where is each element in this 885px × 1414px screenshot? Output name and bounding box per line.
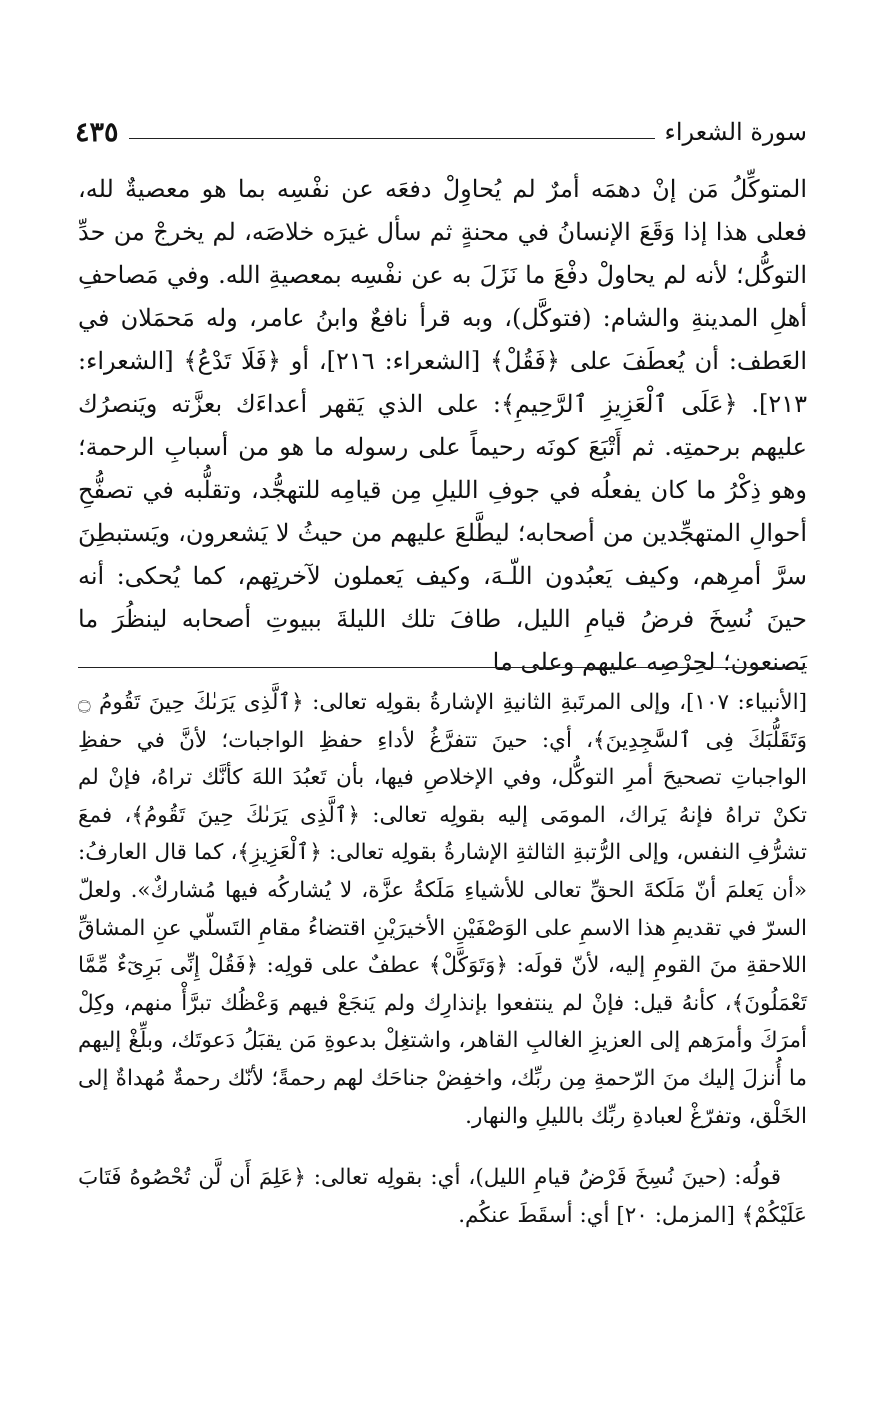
main-paragraph: المتوكِّلُ مَن إنْ دهمَه أمرٌ لم يُحاوِلْ دفعَه عن نفْسِه بما هو معصيةٌ لله، فعلى هذا إذا وَقَعَ الإنسانُ في محنةٍ ثم سأل غيرَه خلاصَه، لم يخرجْ من حدِّ التوكُّل؛ لأنه لم يحاولْ دفْعَ ما نَزَلَ به عن نفْسِه بمعصيةِ الله. وفي مَصاحفِ أهلِ المدينةِ والشام: (فتوكَّل)، وبه قرأ نافعٌ وابنُ عامر، وله مَحمَلان في العَطف: أن يُعطَفَ على ﴿فَقُلْ﴾ [الشعراء: ٢١٦]، أو ﴿فَلَا تَدْعُ﴾ [الشعراء: ٢١٣]. ﴿عَلَى ٱلْعَزِيزِ ٱلرَّحِيمِ﴾: على الذي يَقهر أعداءَك بعزَّته ويَنصرُك عليهم برحمتِه. ثم أَتْبَعَ كونَه رحيماً على رسوله ما هو من أسبابِ الرحمة؛ وهو ذِكْرُ ما كان يفعلُه في جوفِ الليلِ مِن قيامِه للتهجُّد، وتقلُّبه في تصفُّحِ أحوالِ المتهجِّدين من أصحابه؛ ليطَّلعَ عليهم من حيثُ لا يَشعرون، ويَستبطِنَ سرَّ أمرِهم، وكيف يَعبُدون اللّـهَ، وكيف يَعملون لآخرتِهم، كما يُحكى: أنه حينَ نُسِخَ فرضُ قيامِ الليل، طافَ تلك الليلةَ ببيوتِ أصحابه لينظُرَ ما يَصنعون؛ لحِرْصِه عليهم وعلى ما: [78, 175, 808, 676]
page-number: ٤٣٥: [75, 116, 119, 148]
main-text: [78, 168, 807, 684]
surah-title: سورة الشعراء: [664, 118, 807, 146]
commentary-paragraph: [الأنبياء: ١٠٧]، وإلى المرتَبةِ الثانيةِ الإشارةُ بقولِه تعالى: ﴿ٱلَّذِى يَرَىٰكَ حِينَ تَقُومُ ۝ وَتَقَلُّبَكَ فِى ٱلسَّٰجِدِينَ﴾، أي: حينَ تتفرَّغُ لأداءِ حفظِ الواجبات؛ لأنَّ في حفظِ الواجباتِ تصحيحَ أمرِ التوكُّل، وفي الإخلاصِ فيها، بأن تَعبُدَ اللهَ كأنَّك تراهُ، فإنْ لم تكنْ تراهُ فإنهُ يَراك، المومَى إليه بقولِه تعالى: ﴿ٱلَّذِى يَرَىٰكَ حِينَ تَقُومُ﴾، فمعَ تشرُّفِ النفس، وإلى الرُّتبةِ الثالثةِ الإشارةُ بقولِه تعالى: ﴿ٱلْعَزِيزِ﴾، كما قال العارفُ: «أن يَعلمَ أنّ مَلَكةَ الحقِّ تعالى للأشياءِ مَلَكةُ عزَّة، لا يُشاركُه فيها مُشاركٌ». ولعلّ السرّ في تقديمِ هذا الاسمِ على الوَصْفَيْنِ الأخيرَيْنِ اقتضاءُ مقامِ التَسلّي عنِ المشاقِّ اللاحقةِ منَ القومِ إليه، لأنّ قولَه: ﴿وَتَوَكَّلْ﴾ عطفٌ على قولِه: ﴿فَقُلْ إِنِّى بَرِىٓءٌ مِّمَّا تَعْمَلُونَ﴾، كأنهُ قيل: فإنْ لم ينتفعوا بإنذارِك ولم يَنجَعْ فيهم وَعْظُك تبرَّأْ منهم، وكِلْ أمرَكَ وأمرَهم إلى العزيزِ الغالبِ القاهر، واشتغِلْ بدعوةِ مَن يقبَلُ دَعوتَك، وبلِّغْ إليهم ما أُنزلَ إليك منَ الرّحمةِ مِن ربِّك، واخفِضْ جناحَك لهم رحمةً؛ لأنّك رحمةٌ مُهداةٌ إلى الخَلْق، وتفرّغْ لعبادةِ ربِّك بالليلِ والنهار.: [78, 690, 807, 1129]
page-header: [75, 112, 807, 152]
footnote-separator: [78, 667, 807, 668]
commentary-section: [78, 684, 807, 1234]
commentary-note: قولُه: (حينَ نُسِخَ فَرْضُ قيامِ الليل)، أي: بقولِه تعالى: ﴿عَلِمَ أَن لَّن تُحْصُوهُ فَتَابَ عَلَيْكُمْ﴾ [المزمل: ٢٠] أي: أسقَطَ عنكُم.: [78, 1165, 807, 1228]
header-rule: [129, 138, 655, 139]
